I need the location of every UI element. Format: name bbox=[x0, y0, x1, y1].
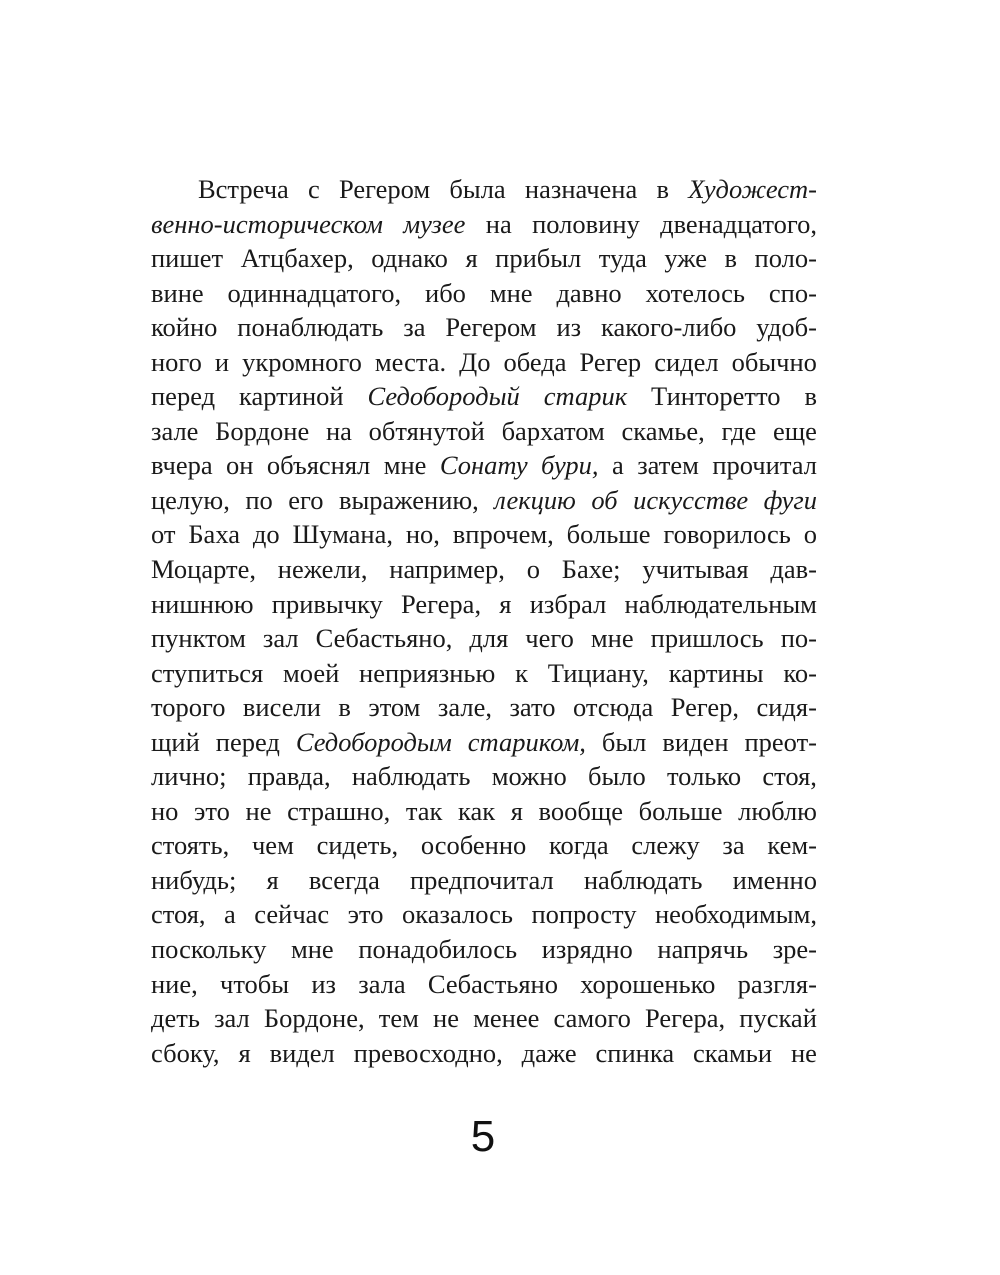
word: картины bbox=[668, 657, 764, 688]
word: с bbox=[308, 174, 320, 204]
word: изрядно bbox=[541, 934, 633, 965]
italic-word: фуги bbox=[763, 484, 817, 515]
word: но, bbox=[405, 519, 440, 550]
word: больше bbox=[638, 795, 723, 826]
word: ние, bbox=[151, 968, 198, 999]
word: понадобилось bbox=[358, 934, 518, 965]
word: места. bbox=[374, 346, 447, 377]
word: это bbox=[194, 795, 230, 826]
word: пунктом bbox=[151, 623, 246, 654]
word: чтобы bbox=[220, 968, 290, 999]
word: из bbox=[311, 968, 336, 999]
word: хорошенько bbox=[580, 968, 716, 999]
word: например, bbox=[389, 554, 505, 585]
word: стоя, bbox=[762, 761, 817, 792]
word: оказалось bbox=[402, 899, 513, 930]
word: из bbox=[556, 312, 582, 343]
word: лично; bbox=[151, 761, 227, 792]
word: я bbox=[465, 243, 478, 274]
italic-word: бури, bbox=[541, 450, 599, 481]
italic-word: стариком, bbox=[467, 726, 586, 757]
word: висели bbox=[242, 692, 321, 723]
word: нежели, bbox=[277, 554, 368, 585]
word: койно bbox=[151, 312, 218, 343]
word: Регером bbox=[339, 174, 431, 204]
word: люблю bbox=[738, 795, 817, 826]
text-line bbox=[151, 517, 817, 552]
italic-word: Сонату bbox=[439, 450, 528, 481]
word: тем bbox=[378, 1003, 419, 1034]
word: скамьи bbox=[693, 1037, 773, 1068]
word: только bbox=[666, 761, 742, 792]
word: нишнюю bbox=[151, 588, 254, 619]
word: зал bbox=[262, 623, 299, 654]
word: в bbox=[724, 243, 738, 274]
word: был bbox=[601, 726, 647, 757]
word: вчера bbox=[151, 450, 213, 481]
text-line bbox=[151, 897, 817, 932]
word: впрочем, bbox=[452, 519, 554, 550]
text-line bbox=[151, 690, 817, 725]
word: попросту bbox=[531, 899, 637, 930]
text-line bbox=[151, 1036, 817, 1071]
text-line bbox=[151, 656, 817, 691]
word: наблюдать bbox=[583, 864, 703, 895]
word: это bbox=[347, 899, 384, 930]
word: сейчас bbox=[254, 899, 330, 930]
text-line bbox=[151, 414, 817, 449]
word: но bbox=[151, 795, 179, 826]
word: стоя, bbox=[151, 899, 206, 930]
word: Бордоне bbox=[215, 415, 310, 446]
word: самого bbox=[553, 1003, 631, 1034]
italic-word: Художест- bbox=[688, 174, 817, 204]
text-line bbox=[151, 1001, 817, 1036]
word: укромного bbox=[242, 346, 362, 377]
word: менее bbox=[473, 1003, 540, 1034]
word: целую, bbox=[151, 484, 230, 515]
word: не bbox=[433, 1003, 459, 1034]
word: какого-либо bbox=[600, 312, 737, 343]
word: хотелось bbox=[645, 277, 745, 308]
word: зале, bbox=[437, 692, 492, 723]
text-line bbox=[151, 379, 817, 414]
word: когда bbox=[549, 830, 609, 861]
word: зала bbox=[358, 968, 406, 999]
word: наблюдательным bbox=[624, 588, 817, 619]
word: для bbox=[469, 623, 509, 654]
word: не bbox=[790, 1037, 817, 1068]
word: о bbox=[526, 554, 540, 585]
word: я bbox=[510, 795, 523, 826]
text-line bbox=[151, 759, 817, 794]
word: ибо bbox=[425, 277, 466, 308]
word: одиннадцатого, bbox=[227, 277, 402, 308]
text-line bbox=[151, 828, 817, 863]
word: Регер bbox=[579, 346, 642, 377]
text-line bbox=[151, 448, 817, 483]
word: Тинторетто bbox=[651, 381, 781, 412]
word: затем bbox=[637, 450, 699, 481]
word: мне bbox=[383, 450, 427, 481]
word: скамье, bbox=[621, 415, 705, 446]
word: спо- bbox=[768, 277, 817, 308]
word: давно bbox=[556, 277, 622, 308]
italic-word: искусстве bbox=[633, 484, 749, 515]
text-line bbox=[151, 207, 817, 242]
text-line bbox=[151, 932, 817, 967]
word: обеда bbox=[503, 346, 567, 377]
word: ступиться bbox=[151, 657, 264, 688]
word: я bbox=[499, 588, 512, 619]
word: от bbox=[151, 519, 176, 550]
word: зале bbox=[151, 415, 199, 446]
word: была bbox=[449, 174, 506, 204]
word: правда, bbox=[247, 761, 331, 792]
word: ко- bbox=[783, 657, 817, 688]
text-line bbox=[151, 725, 817, 760]
word: за bbox=[722, 830, 745, 861]
word: сидя- bbox=[756, 692, 817, 723]
word: сидел bbox=[654, 346, 719, 377]
text-line bbox=[151, 552, 817, 587]
word: назначена bbox=[524, 174, 638, 204]
word: прибыл bbox=[495, 243, 582, 274]
word: перед bbox=[215, 726, 280, 757]
word: зато bbox=[509, 692, 556, 723]
word: наблюдать bbox=[351, 761, 471, 792]
word: он bbox=[226, 450, 254, 481]
italic-word: лекцию bbox=[494, 484, 576, 515]
word: я bbox=[266, 864, 279, 895]
word: всегда bbox=[308, 864, 380, 895]
word: необходимым, bbox=[654, 899, 817, 930]
word: отсюда bbox=[572, 692, 654, 723]
word: Себастьяно bbox=[427, 968, 558, 999]
word: о bbox=[803, 519, 817, 550]
word: так bbox=[405, 795, 443, 826]
word: как bbox=[457, 795, 496, 826]
word: Себастьяно, bbox=[315, 623, 453, 654]
text-line bbox=[151, 794, 817, 829]
word: Атцбахер, bbox=[240, 243, 354, 274]
word: больше bbox=[566, 519, 651, 550]
italic-word: венно-историческом bbox=[151, 208, 383, 239]
word: и bbox=[214, 346, 230, 377]
italic-word: музее bbox=[403, 208, 466, 239]
word: по bbox=[245, 484, 273, 515]
italic-word: старик bbox=[543, 381, 628, 412]
text-line bbox=[151, 621, 817, 656]
italic-word: Седобородый bbox=[367, 381, 520, 412]
text-line bbox=[151, 276, 817, 311]
word: до bbox=[252, 519, 280, 550]
word: понаблюдать bbox=[237, 312, 384, 343]
word: поло- bbox=[754, 243, 817, 274]
text-line bbox=[151, 345, 817, 380]
word: пускай bbox=[739, 1003, 817, 1034]
page-number: 5 bbox=[470, 1112, 496, 1161]
word: по- bbox=[780, 623, 817, 654]
word: было bbox=[587, 761, 646, 792]
word: видел bbox=[269, 1037, 335, 1068]
word: Регер, bbox=[670, 692, 740, 723]
word: зре- bbox=[772, 934, 817, 965]
word: ного bbox=[151, 346, 202, 377]
word: зал bbox=[214, 1003, 250, 1034]
word: объяснял bbox=[266, 450, 371, 481]
text-line bbox=[151, 483, 817, 518]
word: однако bbox=[371, 243, 448, 274]
word: не bbox=[245, 795, 272, 826]
word: обычно bbox=[731, 346, 817, 377]
word: мне bbox=[590, 623, 634, 654]
body-text bbox=[151, 172, 817, 1070]
word: уже bbox=[664, 243, 707, 274]
word: на bbox=[325, 415, 352, 446]
word: Встреча bbox=[198, 174, 289, 204]
word: дав- bbox=[770, 554, 817, 585]
word: обтянутой bbox=[368, 415, 485, 446]
word: Регера, bbox=[645, 1003, 726, 1034]
word: предпочитал bbox=[409, 864, 554, 895]
word: привычку bbox=[271, 588, 383, 619]
word: удоб- bbox=[756, 312, 817, 343]
word: бархатом bbox=[501, 415, 605, 446]
word: Моцарте, bbox=[151, 554, 256, 585]
text-line bbox=[151, 172, 817, 207]
word: половину bbox=[532, 208, 640, 239]
word: прочитал bbox=[712, 450, 817, 481]
word: учитывая bbox=[642, 554, 749, 585]
word: Тициану, bbox=[547, 657, 649, 688]
word: поскольку bbox=[151, 934, 267, 965]
word: напрячь bbox=[657, 934, 749, 965]
word: разгля- bbox=[737, 968, 817, 999]
word: Регером bbox=[445, 312, 537, 343]
word: Бордоне, bbox=[263, 1003, 365, 1034]
word: чем bbox=[251, 830, 294, 861]
word: деть bbox=[151, 1003, 200, 1034]
word: Шумана, bbox=[292, 519, 394, 550]
word: перед bbox=[151, 381, 216, 412]
word: нибудь; bbox=[151, 864, 237, 895]
word: выражению, bbox=[338, 484, 479, 515]
word: кем- bbox=[767, 830, 817, 861]
word: за bbox=[403, 312, 426, 343]
text-line bbox=[151, 967, 817, 1002]
word: моей bbox=[282, 657, 340, 688]
word: картиной bbox=[239, 381, 344, 412]
text-line bbox=[151, 863, 817, 898]
word: чего bbox=[525, 623, 574, 654]
word: еще bbox=[773, 415, 817, 446]
word: страшно, bbox=[287, 795, 391, 826]
word: двенадцатого, bbox=[660, 208, 817, 239]
word: сидеть, bbox=[316, 830, 399, 861]
word: превосходно, bbox=[353, 1037, 503, 1068]
word: торого bbox=[151, 692, 226, 723]
word: его bbox=[288, 484, 324, 515]
word: слежу bbox=[631, 830, 700, 861]
word: мне bbox=[290, 934, 334, 965]
word: где bbox=[721, 415, 757, 446]
word: вине bbox=[151, 277, 204, 308]
word: неприязнью bbox=[359, 657, 496, 688]
word: До bbox=[459, 346, 491, 377]
word: Регера, bbox=[401, 588, 482, 619]
word: щий bbox=[151, 726, 200, 757]
word: можно bbox=[491, 761, 567, 792]
word: в bbox=[656, 174, 669, 204]
word: пишет bbox=[151, 243, 224, 274]
word: а bbox=[612, 450, 624, 481]
word: вообще bbox=[538, 795, 624, 826]
word: к bbox=[515, 657, 528, 688]
word: преот- bbox=[744, 726, 817, 757]
word: Баха bbox=[188, 519, 240, 550]
word: именно bbox=[732, 864, 817, 895]
word: туда bbox=[598, 243, 647, 274]
word: я bbox=[238, 1037, 251, 1068]
word: мне bbox=[489, 277, 533, 308]
text-line bbox=[151, 310, 817, 345]
word: Бахе; bbox=[561, 554, 621, 585]
word: а bbox=[224, 899, 236, 930]
word: сбоку, bbox=[151, 1037, 220, 1068]
word: в bbox=[804, 381, 817, 412]
word: особенно bbox=[420, 830, 527, 861]
word: избрал bbox=[529, 588, 607, 619]
italic-word: Седобородым bbox=[295, 726, 452, 757]
text-line bbox=[151, 587, 817, 622]
word: пришлось bbox=[650, 623, 764, 654]
italic-word: об bbox=[591, 484, 618, 515]
word: в bbox=[338, 692, 351, 723]
word: спинка bbox=[595, 1037, 675, 1068]
word: на bbox=[485, 208, 512, 239]
word: говорилось bbox=[663, 519, 791, 550]
word: стоять, bbox=[151, 830, 230, 861]
word: этом bbox=[368, 692, 421, 723]
word: даже bbox=[521, 1037, 577, 1068]
word: виден bbox=[662, 726, 729, 757]
text-line bbox=[151, 241, 817, 276]
